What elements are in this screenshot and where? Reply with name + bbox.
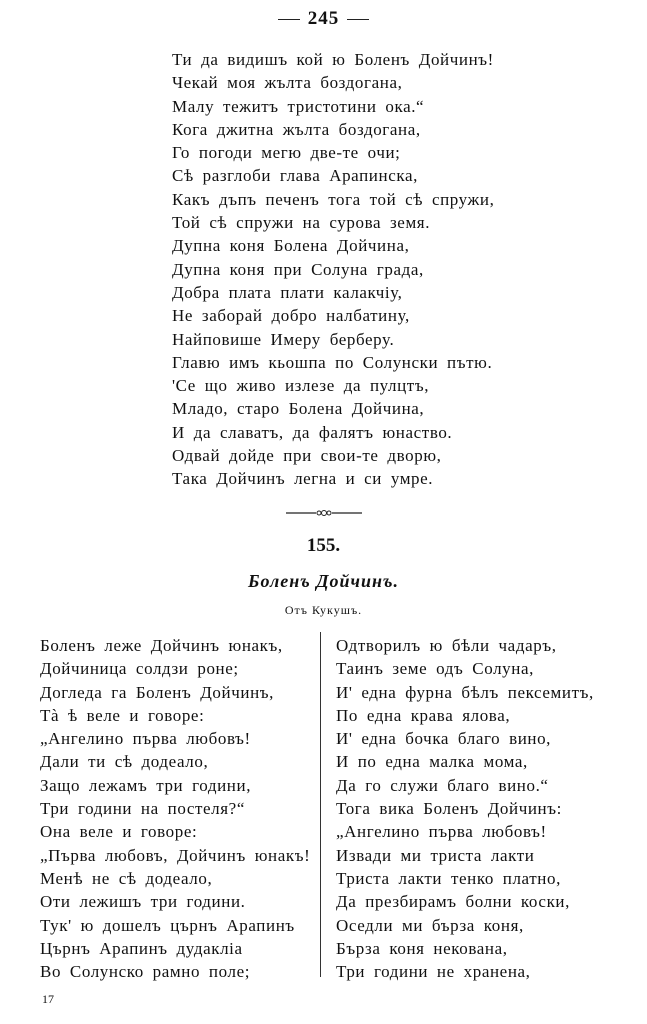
right-column — [336, 634, 594, 983]
verse-line: Малу тежитъ тристотини ока.“ — [172, 96, 425, 116]
verse-line: Дойчиница солдзи роне; — [40, 659, 239, 679]
verse-line: Дали ти сѣ додеало, — [40, 752, 209, 772]
verse-line: Одвай дойде при свои-те дворю, — [172, 446, 442, 466]
verse-line: Да презбирамъ болни коски, — [336, 892, 570, 912]
song-origin: Отъ Кукушъ. — [284, 603, 363, 617]
verse-line: Тà ѣ веле и говоре: — [40, 705, 205, 725]
page-number — [0, 8, 647, 30]
verse-line: Менѣ не сѣ додеало, — [40, 868, 213, 888]
verse-line: Тук' ю дошелъ църнъ Арапинъ — [40, 915, 295, 935]
verse-line: Три години не хранена, — [336, 962, 531, 982]
verse-line: Главю имъ кьошпа по Солунски пътю. — [172, 352, 493, 372]
left-column — [40, 634, 310, 983]
song-number: 155. — [306, 535, 341, 556]
verse-line: Той сѣ спружи на сурова земя. — [172, 213, 431, 233]
verse-line: „Ангелино първа любовъ! — [40, 729, 251, 749]
verse-line: Оседли ми бърза коня, — [336, 915, 524, 935]
verse-line: 'Се що живо излезе да пулцтъ, — [172, 376, 430, 396]
verse-line: Боленъ леже Дойчинъ юнакъ, — [40, 636, 283, 655]
verse-line: По една крава ялова, — [336, 705, 511, 725]
verse-line: И по една малка мома, — [336, 752, 528, 772]
page-number-text: 245 — [307, 8, 340, 29]
song-title: Боленъ Дойчинъ. — [248, 571, 399, 591]
verse-line: „Първа любовъ, Дойчинъ юнакъ! — [40, 845, 311, 865]
verse-line: Бърза коня некована, — [336, 938, 508, 958]
verse-line: Дупна коня при Солуна града, — [172, 259, 424, 279]
verse-line: Найповише Имеру берберу. — [172, 329, 395, 349]
verse-line: Не заборай добро налбатину, — [172, 306, 410, 326]
verse-line: Какъ дъпъ печенъ тога той сѣ спружи, — [172, 189, 495, 209]
verse-line: Она веле и говоре: — [40, 822, 198, 842]
verse-line: Да го служи благо вино.“ — [336, 775, 549, 795]
verse-line: Защо лежамъ три години, — [40, 775, 252, 795]
verse-line: Таинъ земе одъ Солуна, — [336, 659, 534, 679]
top-stanza — [172, 48, 494, 491]
verse-line: Ти да видишъ кой ю Боленъ Дойчинъ! — [172, 50, 494, 69]
verse-line: Така Дойчинъ легна и си умре. — [172, 469, 434, 489]
verse-line: И' една фурна бѣлъ пексемитъ, — [336, 682, 594, 702]
verse-line: Три години на постеля?“ — [40, 799, 245, 819]
verse-line: Во Солунско рамно поле; — [40, 962, 251, 982]
verse-line: Тога вика Боленъ Дойчинъ: — [336, 799, 562, 819]
dash-left — [278, 19, 300, 20]
column-divider — [320, 632, 321, 977]
verse-line: Одтворилъ ю бѣли чадаръ, — [336, 636, 557, 655]
verse-line: Сѣ разглоби глава Арапинска, — [172, 166, 418, 186]
verse-line: И да славатъ, да фалятъ юнаство. — [172, 422, 453, 442]
signature-mark: 17 — [42, 992, 54, 1006]
verse-line: Триста лакти тенко платно, — [336, 868, 561, 888]
verse-line: Църнъ Арапинъ дудаклiа — [40, 938, 243, 958]
verse-line: Го погоди мегю две-те очи; — [172, 143, 401, 163]
verse-line: Дупна коня Болена Дойчина, — [172, 236, 410, 256]
verse-line: И' една бочка благо вино, — [336, 729, 552, 749]
verse-line: Извади ми триста лакти — [336, 845, 535, 865]
verse-line: „Ангелино първа любовъ! — [336, 822, 547, 842]
verse-line: Чекай моя жълта боздогана, — [172, 73, 403, 93]
verse-line: Добра плата плати калакчiу, — [172, 282, 403, 302]
verse-line: Догледа га Боленъ Дойчинъ, — [40, 682, 275, 702]
verse-line: Младо, старо Болена Дойчина, — [172, 399, 425, 419]
dash-right — [347, 19, 369, 20]
verse-line: Оти лежишъ три години. — [40, 892, 246, 912]
verse-line: Кога джитна жълта боздогана, — [172, 119, 421, 139]
ornament-divider — [286, 507, 362, 519]
